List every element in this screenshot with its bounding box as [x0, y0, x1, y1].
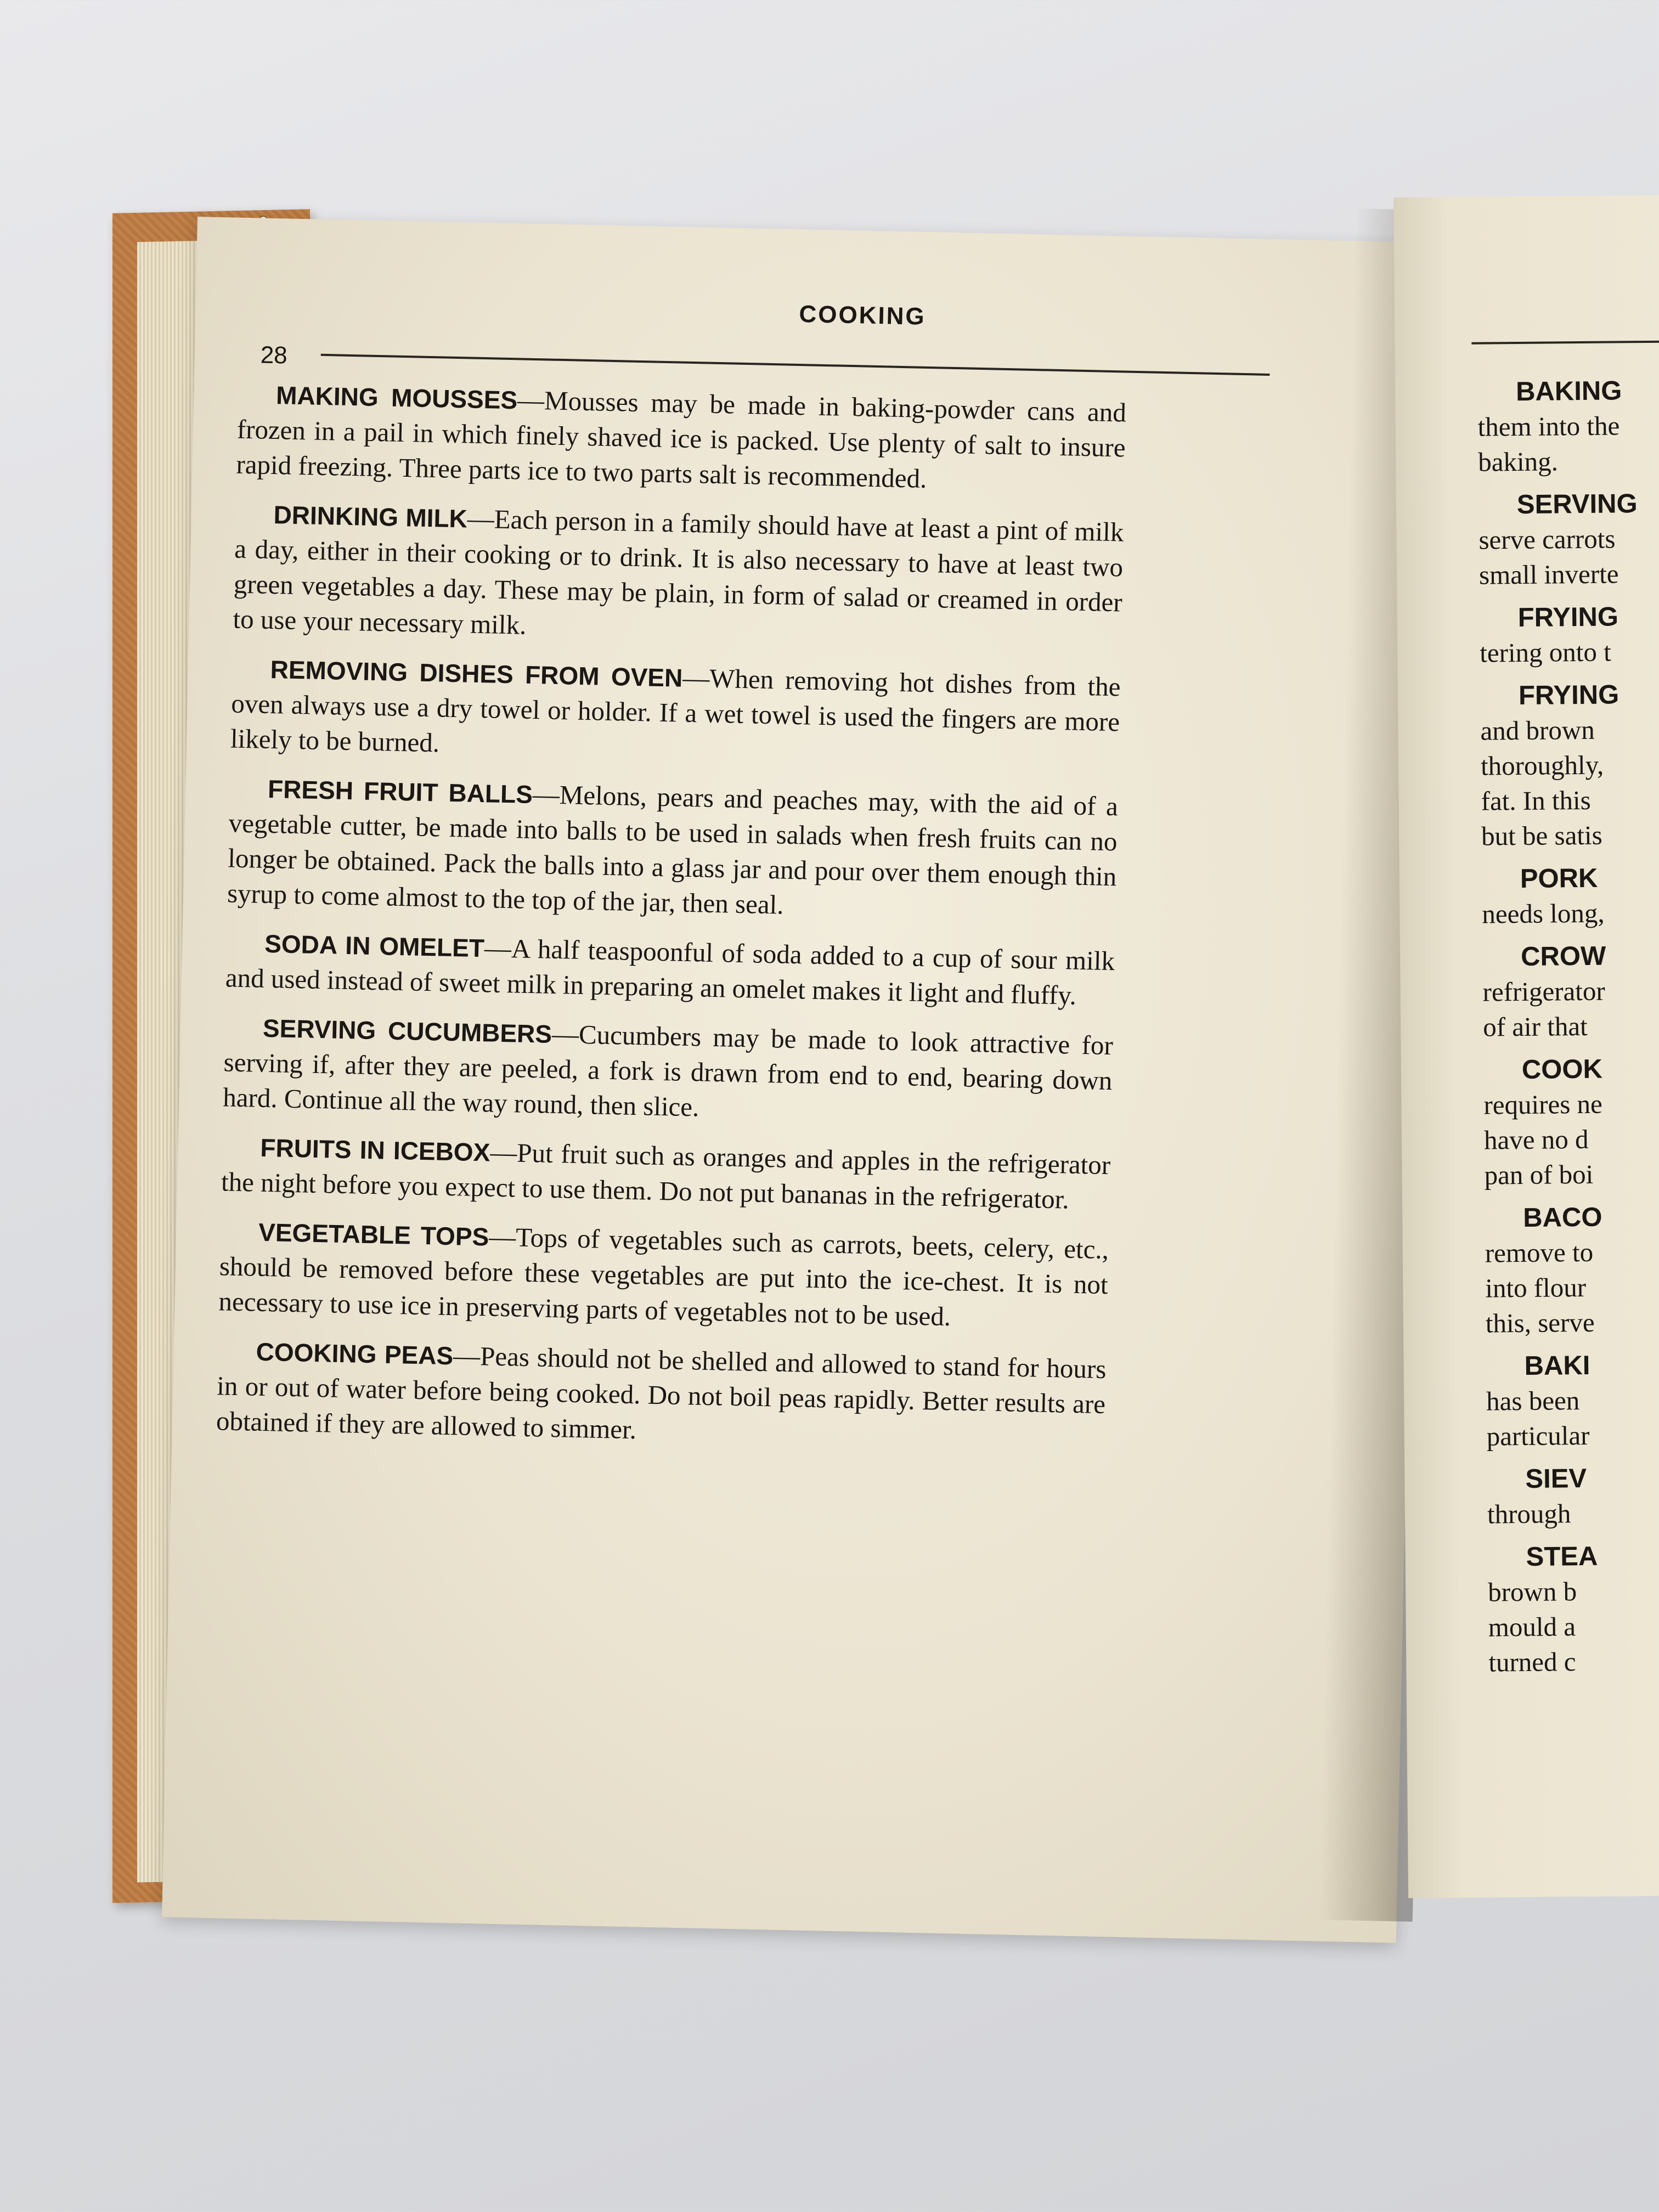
right-entry-line: of air that: [1482, 1011, 1588, 1042]
right-entry-heading: SERVING: [1516, 489, 1638, 520]
entry-heading: FRUITS IN ICEBOX: [259, 1133, 490, 1167]
entry-text: —Cucumbers may be made to look attractive for serving if, after they are peeled, a fork is drawn from end to end, bearing down hard. Continue all the way round, then slice.: [222, 1018, 1114, 1122]
right-entry-heading: SIEV: [1525, 1464, 1587, 1494]
right-entry-line: but be satis: [1481, 820, 1602, 851]
entry-text: —Tops of vegetables such as carrots, beets, celery, etc., should be removed before these vegetables are put into the ice-chest. It is not necessary to use ice in preserving parts of vegetables not to be used.: [218, 1221, 1109, 1332]
entry: [230, 651, 1121, 775]
entry-heading: SODA IN OMELET: [264, 929, 485, 963]
right-entry-line: thoroughly,: [1480, 749, 1604, 781]
entry-text: —Put fruit such as oranges and apples in the refrigerator the night before you expect to use them. Do not put bananas in the refrigerator.: [221, 1137, 1111, 1215]
entry-heading: REMOVING DISHES FROM OVEN: [270, 654, 683, 692]
right-entry-heading: BAKI: [1524, 1350, 1590, 1381]
right-entry-heading: FRYING: [1518, 680, 1620, 711]
right-entry-heading: BACO: [1523, 1202, 1602, 1233]
right-entry-line: brown b: [1487, 1576, 1577, 1607]
entry-heading: FRESH FRUIT BALLS: [267, 774, 533, 809]
right-entry-line: and brown: [1480, 714, 1595, 746]
entry-text: —When removing hot dishes from the oven always use a dry towel or holder. If a wet towel is used the fingers are more likely to be burned.: [230, 662, 1121, 758]
entry: [223, 1009, 1114, 1133]
right-entry-line: through: [1487, 1498, 1571, 1530]
entry-list: [216, 377, 1127, 1471]
right-entry-heading: FRYING: [1517, 602, 1619, 633]
right-entry-heading: COOK: [1521, 1054, 1603, 1085]
entry-text: —Mousses may be made in baking-powder cans and frozen in a pail in which finely shaved ice is packed. Use plenty of salt to insure rapid freezing. Three parts ice to two parts salt is recommended.: [235, 385, 1127, 494]
entry-text: —Melons, pears and peaches may, with the aid of a vegetable cutter, be made into balls to be used in salads when fresh fruits can no longer be obtained. Pack the balls into a glass jar and pour over them enough thin syrup to come almost to the top of the jar, then seal.: [227, 779, 1119, 920]
right-entry-heading: CROW: [1520, 941, 1606, 972]
entry-heading: SERVING CUCUMBERS: [262, 1013, 552, 1048]
entry-text: —A half teaspoonful of soda added to a cup of sour milk and used instead of sweet milk in preparing an omelet makes it light and fluffy.: [225, 933, 1115, 1011]
right-page: [1393, 195, 1659, 1898]
entry: [227, 770, 1119, 929]
right-entry-heading: PORK: [1520, 863, 1598, 894]
right-entry-line: them into the: [1477, 410, 1620, 442]
right-entry-line: serve carrots: [1479, 523, 1616, 555]
entry-heading: VEGETABLE TOPS: [258, 1217, 489, 1251]
right-entry-line: requires ne: [1483, 1088, 1603, 1120]
running-head: COOKING: [799, 301, 927, 330]
page-number: 28: [260, 341, 288, 369]
right-entry-line: tering onto t: [1480, 636, 1612, 668]
right-entry-line: particular: [1486, 1420, 1590, 1452]
right-entry-line: mould a: [1488, 1611, 1576, 1643]
right-entry-line: remove to: [1485, 1237, 1594, 1268]
right-page-text: [1477, 365, 1659, 1680]
entry-text: —Peas should not be shelled and allowed to stand for hours in or out of water before being cooked. Do not boil peas rapidly. Better results are obtained if they are allowed to simmer.: [216, 1340, 1107, 1445]
right-entry-line: needs long,: [1482, 898, 1605, 929]
right-entry-line: pan of boi: [1484, 1159, 1594, 1190]
right-header-rule: [1471, 340, 1659, 345]
right-entry-heading: STEA: [1526, 1541, 1598, 1572]
right-entry-line: small inverte: [1479, 558, 1619, 590]
right-entry-line: baking.: [1477, 446, 1559, 477]
entry-heading: MAKING MOUSSES: [275, 381, 518, 415]
entry: [236, 377, 1127, 501]
entry: [221, 1129, 1110, 1218]
header-rule: [321, 354, 1270, 376]
right-entry-line: have no d: [1483, 1124, 1589, 1155]
right-entry-line: this, serve: [1485, 1307, 1595, 1339]
entry-text: —Each person in a family should have at least a pint of milk a day, either in their cooking or to drink. It is also necessary to have at least two green vegetables a day. These may be plain, in form of salad or creamed in order to use your necessary milk.: [233, 503, 1124, 640]
right-entry-line: has been: [1486, 1385, 1580, 1417]
right-entry-line: turned c: [1488, 1646, 1576, 1678]
entry-heading: DRINKING MILK: [273, 500, 468, 533]
entry: [216, 1333, 1107, 1457]
entry: [233, 496, 1124, 656]
right-entry-line: refrigerator: [1482, 975, 1605, 1007]
entry: [225, 925, 1115, 1014]
left-page: [162, 217, 1431, 1943]
right-entry-line: into flour: [1485, 1272, 1587, 1304]
right-entry-line: fat. In this: [1481, 785, 1591, 816]
right-entry-heading: BAKING: [1515, 376, 1622, 407]
entry: [218, 1214, 1109, 1338]
entry-heading: COOKING PEAS: [256, 1337, 454, 1370]
